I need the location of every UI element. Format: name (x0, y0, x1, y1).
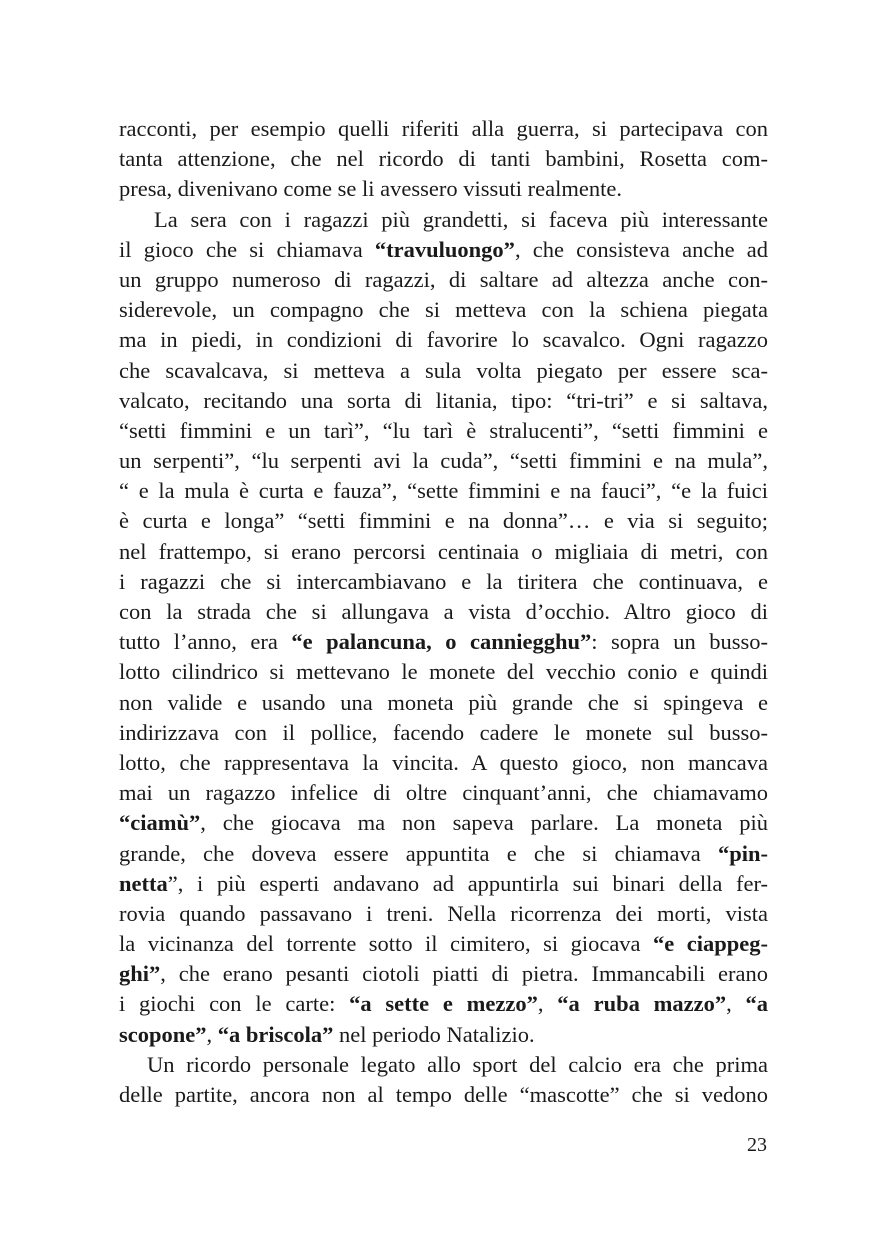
text-line (119, 718, 768, 748)
text-segment: i ragazzi che si intercambiavano e la tiritera che continuava, e (119, 568, 768, 594)
text-line (119, 1050, 768, 1080)
text-segment: grande, che doveva essere appuntita e che si chiamava (119, 840, 718, 866)
bold-term: “a sette e mezzo” (349, 991, 538, 1017)
text-line (119, 627, 768, 657)
text-segment: non valide e usando una moneta più grande che si spingeva e (119, 689, 768, 715)
text-segment: , che giocava ma non sapeva parlare. La moneta più (200, 810, 768, 836)
text-line (119, 205, 768, 235)
bold-term: “ciamù” (119, 810, 201, 836)
text-line (119, 446, 768, 476)
text-line (119, 537, 768, 567)
text-segment: rovia quando passavano i treni. Nella ricorrenza dei morti, vista (119, 900, 768, 926)
text-line (119, 386, 768, 416)
text-segment: il gioco che si chiamava (119, 236, 375, 262)
text-segment: indirizzava con il pollice, facendo cadere le monete sul busso- (119, 719, 768, 745)
text-segment: ma in piedi, in condizioni di favorire lo scavalco. Ogni ragazzo (119, 327, 768, 353)
text-line (119, 688, 768, 718)
bold-term: “a (745, 991, 769, 1017)
text-segment: che scavalcava, si metteva a sula volta piegato per essere sca- (119, 357, 768, 383)
text-segment: , (537, 991, 558, 1017)
text-line (119, 899, 768, 929)
text-segment: , (206, 1021, 218, 1047)
bold-term: “e palancuna, o canniegghu” (291, 629, 592, 655)
bold-term: “e ciappeg- (653, 931, 768, 957)
text-segment: nel periodo Natalizio. (333, 1021, 535, 1047)
bold-term: “a briscola” (217, 1021, 334, 1047)
text-line (119, 476, 768, 506)
text-line (119, 174, 768, 204)
bold-term: “pin- (717, 840, 768, 866)
text-segment: : sopra un busso- (591, 629, 769, 655)
text-segment: , che consisteva anche ad (514, 236, 768, 262)
text-line (119, 839, 768, 869)
text-line (119, 265, 768, 295)
text-segment: nel frattempo, si erano percorsi centinaia o migliaia di metri, con (119, 538, 768, 564)
text-segment: con la strada che si allungava a vista d’occhio. Altro gioco di (119, 599, 768, 624)
text-segment: tanta attenzione, che nel ricordo di tanti bambini, Rosetta com- (119, 146, 768, 172)
text-line (119, 989, 768, 1019)
text-line (119, 657, 768, 687)
text-segment: Un ricordo personale legato allo sport del calcio era che prima (147, 1051, 768, 1077)
text-line (119, 235, 768, 265)
text-segment: un gruppo numeroso di ragazzi, di saltare ad altezza anche con- (119, 266, 768, 292)
text-segment: i giochi con le carte: (119, 991, 350, 1017)
text-segment: ”, i più esperti andavano ad appuntirla sui binari della fer- (167, 870, 768, 896)
text-line (119, 748, 768, 778)
text-line (119, 1020, 768, 1050)
page-number: 23 (747, 1134, 767, 1156)
text-line (119, 959, 768, 989)
text-segment: , (726, 991, 746, 1017)
text-line (119, 808, 768, 838)
text-segment: “ e la mula è curta e fauza”, “sette fimmini e na fauci”, “e la fuici (119, 478, 768, 504)
text-segment: , che erano pesanti ciotoli piatti di pietra. Immancabili erano (160, 961, 768, 987)
text-segment: la vicinanza del torrente sotto il cimitero, si giocava (119, 931, 654, 957)
text-segment: valcato, recitando una sorta di litania, tipo: “tri-tri” e si saltava, (119, 387, 768, 413)
text-segment: tutto l’anno, era (119, 629, 292, 655)
text-segment: lotto, che rappresentava la vincita. A questo gioco, non mancava (119, 749, 768, 775)
text-segment: “setti fimmini e un tarì”, “lu tarì è stralucenti”, “setti fimmini e (119, 417, 768, 443)
bold-term: ghi” (119, 961, 161, 987)
bold-term: “travuluongo” (374, 236, 515, 262)
text-segment: è curta e longa” “setti fimmini e na donna”… e via si seguito; (119, 508, 768, 534)
text-line (119, 778, 768, 808)
bold-term: “a ruba mazzo” (557, 991, 727, 1017)
text-segment: La sera con i ragazzi più grandetti, si faceva più interessante (154, 206, 768, 232)
text-line (119, 869, 768, 899)
bold-term: scopone” (119, 1021, 207, 1047)
text-line (119, 295, 768, 325)
text-line (119, 144, 768, 174)
text-segment: un serpenti”, “lu serpenti avi la cuda”, “setti fimmini e na mula”, (119, 448, 768, 474)
text-line (119, 1080, 768, 1110)
text-line (119, 506, 768, 536)
text-line (119, 114, 768, 144)
bold-term: netta (119, 870, 168, 896)
text-segment: lotto cilindrico si mettevano le monete del vecchio conio e quindi (119, 659, 768, 685)
text-line (119, 325, 768, 355)
text-segment: siderevole, un compagno che si metteva con la schiena piegata (119, 297, 768, 323)
text-segment: presa, divenivano come se li avessero vissuti realmente. (119, 176, 622, 202)
text-line (119, 929, 768, 959)
text-segment: mai un ragazzo infelice di oltre cinquant’anni, che chiamavamo (119, 780, 768, 806)
text-segment: racconti, per esempio quelli riferiti alla guerra, si partecipava con (119, 116, 768, 141)
text-line (119, 356, 768, 386)
text-segment: delle partite, ancora non al tempo delle “mascotte” che si vedono (119, 1082, 768, 1107)
text-line (119, 567, 768, 597)
text-line (119, 416, 768, 446)
body-text (119, 114, 768, 1110)
text-line (119, 597, 768, 627)
